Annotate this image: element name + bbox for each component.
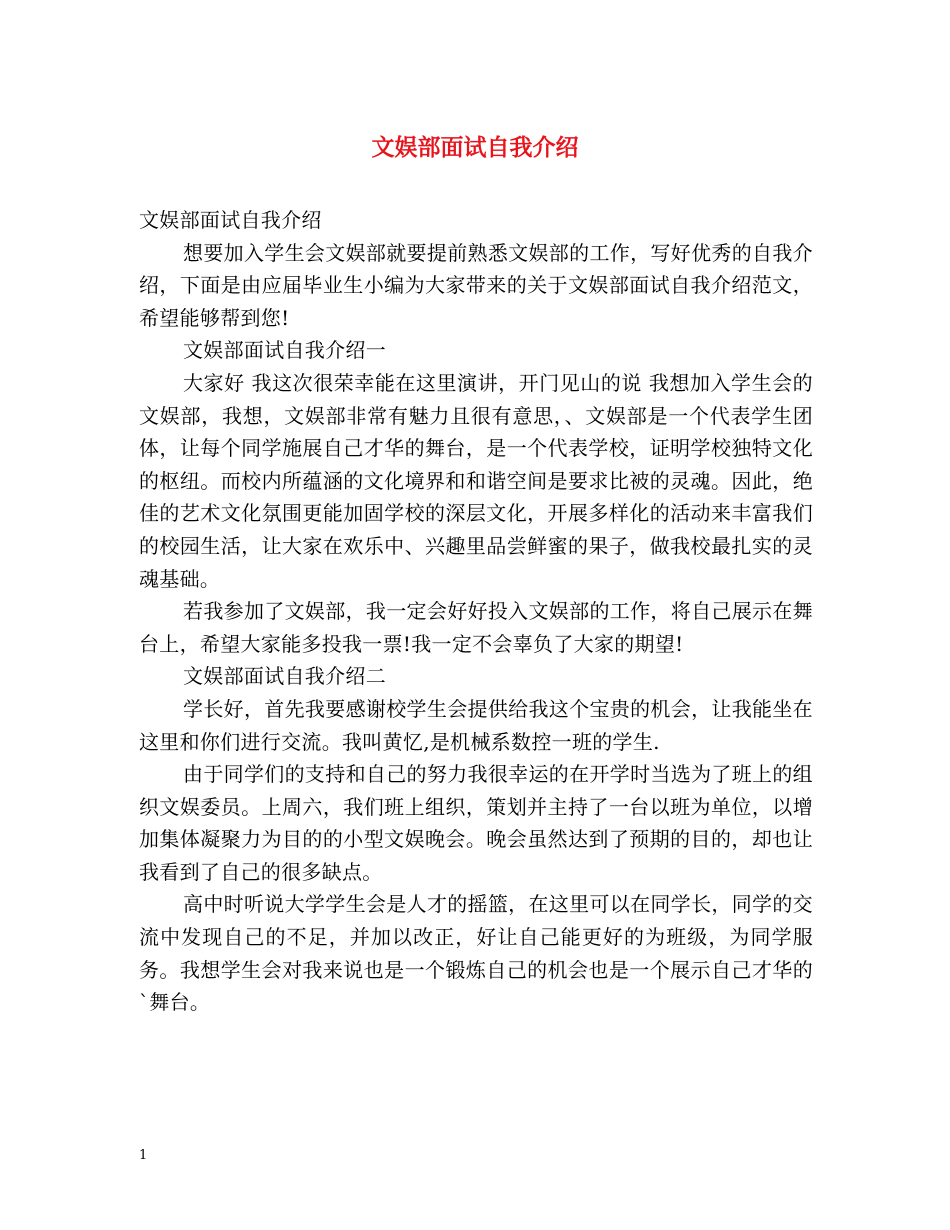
document-body — [139, 204, 813, 1019]
paragraph: 文娱部面试自我介绍一 — [183, 338, 386, 363]
paragraph: 大家好 我这次很荣幸能在这里演讲，开门见山的说 我想加入学生会的文娱部，我想，文娱部非常有魅力且很有意思，、文娱部是一个代表学生团体，让每个同学施展自己才华的舞台，是一个代表学校，证明学校独特文化的枢纽。而校内所蕴涵的文化境界和和谐空间是要求比被的灵魂。因此，绝佳的艺术文化氛围更能加固学校的深层文化，开展多样化的活动来丰富我们的校园生活，让大家在欢乐中、兴趣里品尝鲜蜜的果子，做我校最扎实的灵魂基础。 — [139, 370, 813, 591]
paragraph: 文娱部面试自我介绍二 — [183, 664, 386, 689]
paragraph: 由于同学们的支持和自己的努力我很幸运的在开学时当选为了班上的组织文娱委员。上周六，我们班上组织，策划并主持了一台以班为单位，以增加集体凝聚力为目的的小型文娱晚会。晚会虽然达到了预期的目的，却也让我看到了自己的很多缺点。 — [139, 762, 813, 884]
paragraph: 学长好，首先我要感谢校学生会提供给我这个宝贵的机会，让我能坐在这里和你们进行交流。我叫黄忆,是机械系数控一班的学生. — [139, 696, 813, 754]
page-number: 1 — [139, 1148, 148, 1163]
paragraph: 若我参加了文娱部，我一定会好好投入文娱部的工作，将自己展示在舞台上，希望大家能多投我一票!我一定不会辜负了大家的期望! — [139, 599, 813, 656]
paragraph: 高中时听说大学学生会是人才的摇篮，在这里可以在同学长，同学的交流中发现自己的不足，并加以改正，好让自己能更好的为班级，为同学服务。我想学生会对我来说也是一个锻炼自己的机会也是一个展示自己才华的`舞台。 — [139, 892, 813, 1015]
paragraph: 文娱部面试自我介绍 — [139, 208, 322, 232]
document-title: 文娱部面试自我介绍 — [371, 134, 579, 161]
paragraph: 想要加入学生会文娱部就要提前熟悉文娱部的工作，写好优秀的自我介绍，下面是由应届毕业生小编为大家带来的关于文娱部面试自我介绍范文，希望能够帮到您! — [139, 240, 813, 330]
